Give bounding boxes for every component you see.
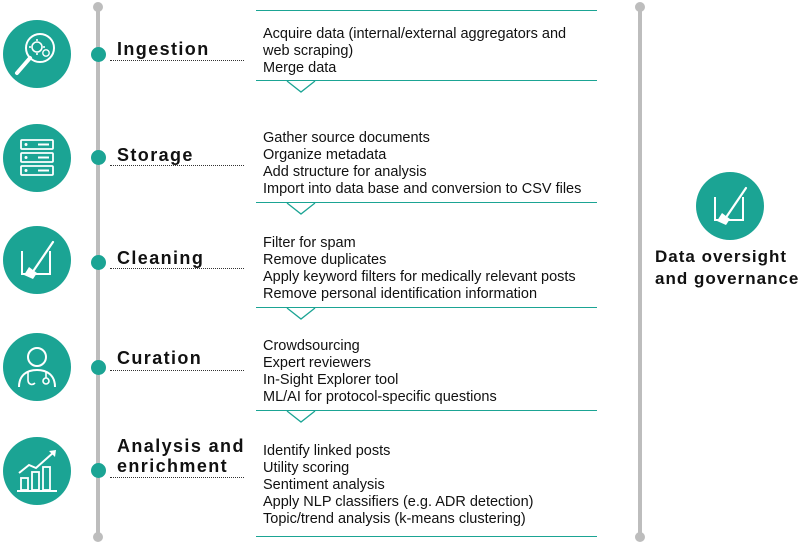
ingestion-connector [110, 60, 244, 61]
task-item: Merge data [263, 60, 337, 76]
task-item: In-Sight Explorer tool [263, 372, 399, 388]
task-item: Crowdsourcing [263, 338, 360, 354]
bottom-separator [256, 536, 597, 537]
stage-label-storage: Storage [117, 145, 194, 165]
task-item: Topic/trend analysis (k-means clustering) [263, 511, 526, 527]
oversight-title-line1: Data oversight [655, 247, 788, 266]
oversight-bucket-mop-icon [696, 172, 764, 240]
oversight-title [655, 246, 805, 290]
analysis-marker-dot [91, 463, 106, 478]
stage-label-ingestion: Ingestion [117, 39, 210, 59]
server-stack-icon [3, 124, 71, 192]
task-item: Remove personal identification information [263, 286, 538, 302]
curation-marker-dot [91, 360, 106, 375]
analysis-connector [110, 477, 244, 478]
task-item: Identify linked posts [263, 443, 391, 459]
storage-connector [110, 165, 244, 166]
top-separator [256, 10, 597, 11]
task-item: Expert reviewers [263, 355, 371, 371]
chevron-down-icon [286, 80, 316, 94]
stage-label-analysis-line2: enrichment [117, 456, 229, 476]
task-item: Organize metadata [263, 147, 387, 163]
ingestion-tasks [263, 26, 566, 77]
oversight-title-line2: and governance [655, 269, 800, 288]
cleaning-bucket-mop-icon [3, 226, 71, 294]
task-item: Remove duplicates [263, 252, 387, 268]
task-item: Apply keyword filters for medically relevant posts [263, 269, 576, 285]
task-item: Gather source documents [263, 130, 430, 146]
stage-label-cleaning: Cleaning [117, 248, 205, 268]
doctor-stethoscope-icon [3, 333, 71, 401]
bar-chart-trend-icon [3, 437, 71, 505]
right-timeline-top-cap [635, 2, 645, 12]
task-item: ML/AI for protocol-specific questions [263, 389, 497, 405]
right-timeline [638, 6, 642, 540]
cleaning-connector [110, 268, 244, 269]
chevron-down-icon [286, 410, 316, 424]
task-item: Apply NLP classifiers (e.g. ADR detection) [263, 494, 534, 510]
cleaning-marker-dot [91, 255, 106, 270]
cleaning-tasks [263, 235, 576, 303]
task-item: web scraping) [263, 43, 354, 59]
curation-connector [110, 370, 244, 371]
storage-tasks [263, 130, 581, 198]
chevron-down-icon [286, 202, 316, 216]
stage-label-analysis-line1: Analysis and [117, 436, 245, 456]
ingestion-marker-dot [91, 47, 106, 62]
curation-tasks [263, 338, 497, 406]
left-timeline-bottom-cap [93, 532, 103, 542]
task-item: Utility scoring [263, 460, 350, 476]
right-timeline-bottom-cap [635, 532, 645, 542]
ingestion-gears-magnifier-icon [3, 20, 71, 88]
task-item: Filter for spam [263, 235, 356, 251]
stage-label-curation: Curation [117, 348, 203, 368]
task-item: Acquire data (internal/external aggregators and [263, 26, 567, 42]
chevron-down-icon [286, 307, 316, 321]
left-timeline-top-cap [93, 2, 103, 12]
task-item: Sentiment analysis [263, 477, 385, 493]
task-item: Add structure for analysis [263, 164, 427, 180]
task-item: Import into data base and conversion to CSV files [263, 181, 582, 197]
analysis-tasks [263, 443, 534, 528]
storage-marker-dot [91, 150, 106, 165]
left-timeline [96, 6, 100, 540]
